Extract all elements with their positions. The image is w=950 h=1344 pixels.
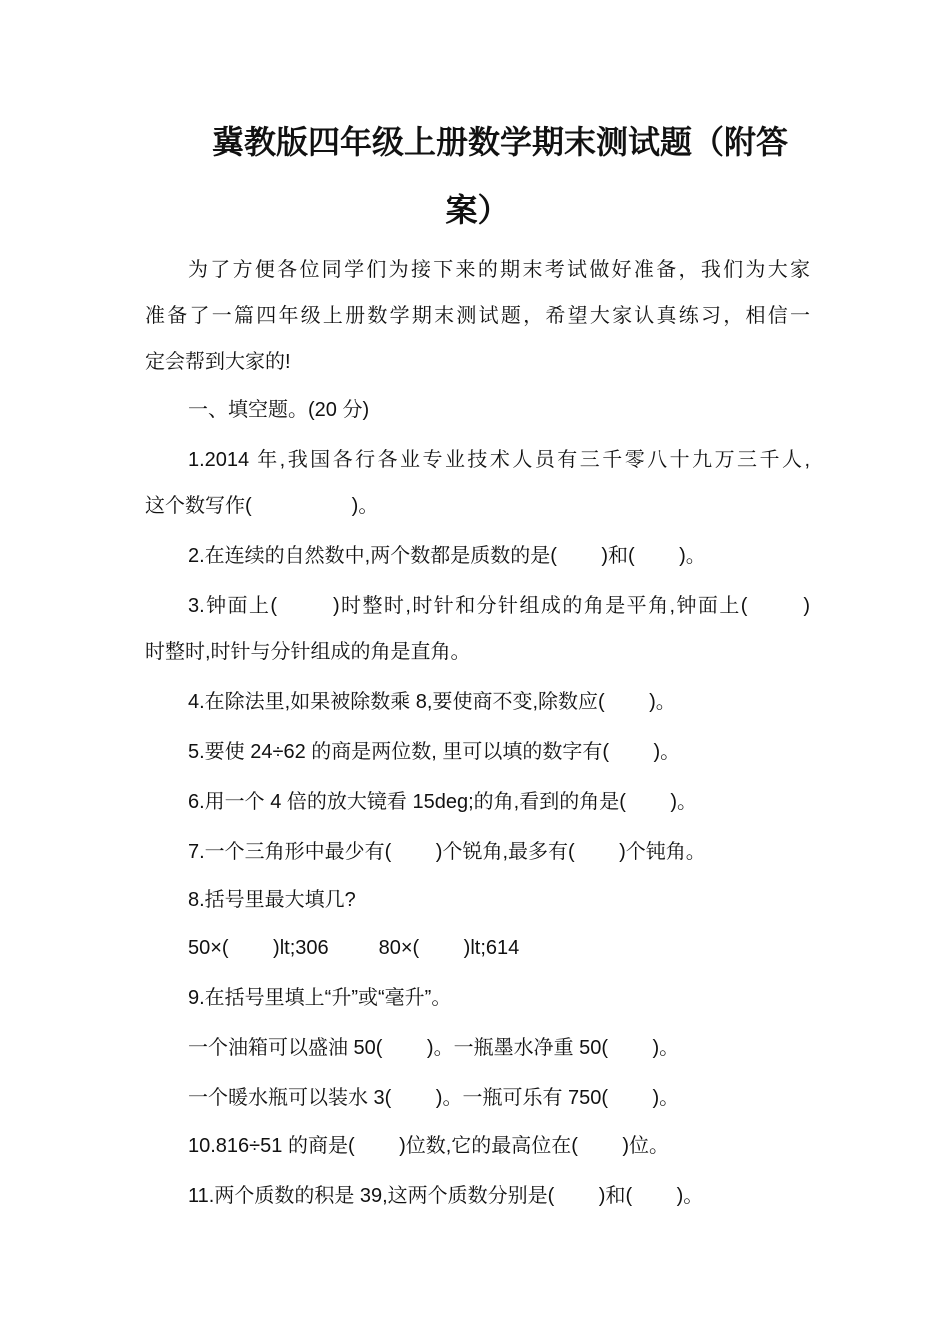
document-title-line-2: 案） bbox=[445, 191, 510, 229]
question-9-line-a: 一个油箱可以盛油 50( )。一瓶墨水净重 50( )。 bbox=[188, 1037, 680, 1059]
question-4: 4.在除法里,如果被除数乘 8,要使商不变,除数应( )。 bbox=[188, 691, 676, 713]
intro-line-1: 为了方便各位同学们为接下来的期末考试做好准备，我们为大家 bbox=[188, 259, 810, 281]
document-title-line-1: 冀教版四年级上册数学期末测试题（附答 bbox=[211, 123, 788, 161]
question-6: 6.用一个 4 倍的放大镜看 15deg;的角,看到的角是( )。 bbox=[188, 791, 697, 813]
intro-line-2: 准备了一篇四年级上册数学期末测试题，希望大家认真练习，相信一 bbox=[145, 305, 810, 327]
question-8: 8.括号里最大填几? bbox=[188, 889, 356, 911]
question-11: 11.两个质数的积是 39,这两个质数分别是( )和( )。 bbox=[188, 1185, 704, 1207]
section-heading: 一、填空题。(20 分) bbox=[188, 399, 370, 421]
question-3-line-2: 时整时,时针与分针组成的角是直角。 bbox=[145, 641, 471, 663]
question-10: 10.816÷51 的商是( )位数,它的最高位在( )位。 bbox=[188, 1135, 670, 1157]
question-7: 7.一个三角形中最少有( )个锐角,最多有( )个钝角。 bbox=[188, 841, 706, 863]
question-8-expression: 50×( )lt;306 80×( )lt;614 bbox=[188, 937, 520, 959]
question-2: 2.在连续的自然数中,两个数都是质数的是( )和( )。 bbox=[188, 545, 706, 567]
question-1-line-1: 1.2014 年,我国各行各业专业技术人员有三千零八十九万三千人, bbox=[188, 449, 810, 471]
question-5: 5.要使 24÷62 的商是两位数, 里可以填的数字有( )。 bbox=[188, 741, 681, 763]
question-9: 9.在括号里填上“升”或“毫升”。 bbox=[188, 987, 452, 1009]
question-9-line-b: 一个暖水瓶可以装水 3( )。一瓶可乐有 750( )。 bbox=[188, 1087, 680, 1109]
question-1-line-2: 这个数写作( )。 bbox=[145, 495, 379, 517]
intro-line-3: 定会帮到大家的! bbox=[145, 351, 291, 373]
question-3-line-1: 3.钟面上( )时整时,时针和分针组成的角是平角,钟面上( ) bbox=[188, 595, 810, 617]
